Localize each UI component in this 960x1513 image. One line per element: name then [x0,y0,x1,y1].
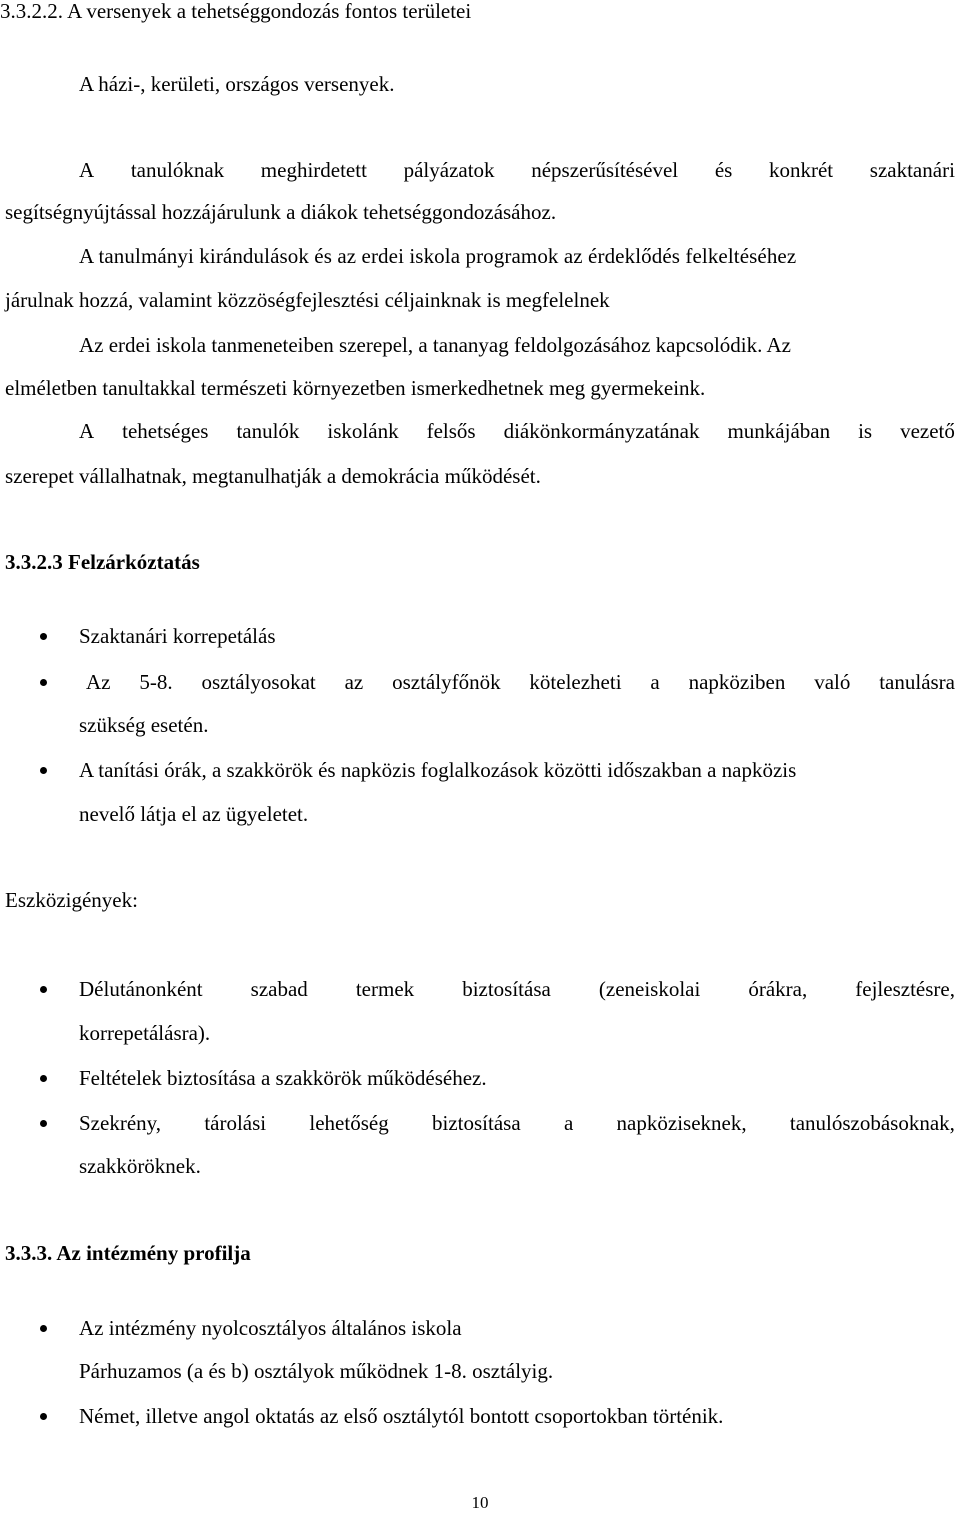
list-item-napkozi-line1 [86,669,955,695]
bullet-icon [40,767,47,774]
word: Szekrény, [79,1111,162,1135]
word: az [344,670,364,694]
bullet-icon [40,1075,47,1082]
word: biztosítása [432,1111,521,1135]
paragraph-kirandulasok-line2: járulnak hozzá, valamint közzöségfejlesztési céljainknak is megfelelnek [5,288,610,312]
list-item-szekreny-line1 [79,1110,955,1136]
word: Az [86,670,111,694]
list-item-termek-line2: korrepetálásra). [79,1021,211,1045]
word: A [79,158,95,182]
word: A [79,419,95,443]
word: is [858,419,873,443]
bullet-icon [40,633,47,640]
word: fejlesztésre, [855,977,955,1001]
word: napköziseknek, [616,1111,747,1135]
paragraph-erdei-iskola-line2: elméletben tanultakkal természeti környezetben ismerkedhetnek meg gyermekeink. [5,376,706,400]
word: diákönkormányzatának [503,419,700,443]
word: biztosítása [462,977,551,1001]
word: meghirdetett [260,158,367,182]
paragraph-palyazatok-line2: segítségnyújtással hozzájárulunk a diákok tehetséggondozásához. [5,200,557,224]
word: vezető [900,419,955,443]
list-item-szekreny-line2: szakköröknek. [79,1154,201,1178]
word: tanulószobásoknak, [789,1111,955,1135]
word: való [814,670,851,694]
word: tanulók [236,419,300,443]
list-item-nyelvoktatas: Német, illetve angol oktatás az első osztálytól bontott csoportokban történik. [79,1404,724,1428]
word: órákra, [748,977,808,1001]
word: tehetséges [122,419,209,443]
paragraph-erdei-iskola-line1: Az erdei iskola tanmeneteiben szerepel, a tananyag feldolgozásához kapcsolódik. Az [79,333,791,357]
word: a [650,670,660,694]
bullet-icon [40,679,47,686]
word: szabad [250,977,308,1001]
bullet-icon [40,1325,47,1332]
list-item-ugyelet-line1: A tanítási órák, a szakkörök és napközis foglalkozások közötti időszakban a napközis [79,758,797,782]
word: napköziben [688,670,786,694]
word: osztályfőnök [392,670,501,694]
paragraph-palyazatok-line1 [79,157,955,183]
list-item-termek-line1 [79,976,955,1002]
page-number: 10 [471,1493,489,1512]
word: konkrét [768,158,834,182]
section-heading-versenyek: 3.3.2.2. A versenyek a tehetséggondozás fontos területei [0,0,472,23]
word: 5-8. [139,670,173,694]
word: felsős [426,419,476,443]
heading-felzarkoztatas: 3.3.2.3 Felzárkóztatás [5,550,200,574]
list-item-napkozi-line2: szükség esetén. [79,713,209,737]
paragraph-tehetseges-line2: szerepet vállalhatnak, megtanulhatják a demokrácia működését. [5,464,541,488]
list-item-korrepetalas: Szaktanári korrepetálás [79,624,276,648]
word: lehetőség [309,1111,389,1135]
list-item-ugyelet-line2: nevelő látja el az ügyeletet. [79,802,309,826]
word: kötelezheti [529,670,622,694]
word: a [563,1111,574,1135]
word: szaktanári [869,158,955,182]
word: munkájában [727,419,831,443]
word: (zeneiskolai [598,977,701,1001]
heading-intezmeny-profilja: 3.3.3. Az intézmény profilja [5,1241,251,1265]
word: pályázatok [403,158,495,182]
word: népszerűsítésével [531,158,679,182]
bullet-icon [40,1413,47,1420]
paragraph-tehetseges-line1 [79,418,955,444]
paragraph-kirandulasok-line1: A tanulmányi kirándulások és az erdei iskola programok az érdeklődés felkeltéséhez [79,244,797,268]
list-item-szakkorok: Feltételek biztosítása a szakkörök működéséhez. [79,1066,487,1090]
word: tanulóknak [130,158,225,182]
list-item-parhuzamos: Párhuzamos (a és b) osztályok működnek 1-8. osztályig. [79,1359,554,1383]
bullet-icon [40,1120,47,1127]
paragraph-versenyek: A házi-, kerületi, országos versenyek. [79,72,395,96]
list-item-nyolcosztalyos: Az intézmény nyolcosztályos általános iskola [79,1316,462,1340]
bullet-icon [40,986,47,993]
word: tárolási [204,1111,267,1135]
word: és [714,158,733,182]
word: osztályosokat [201,670,316,694]
word: Délutánonként [79,977,203,1001]
word: termek [355,977,415,1001]
word: iskolánk [327,419,399,443]
word: tanulásra [879,670,955,694]
eszkozigenyek-label: Eszközigények: [5,888,138,912]
